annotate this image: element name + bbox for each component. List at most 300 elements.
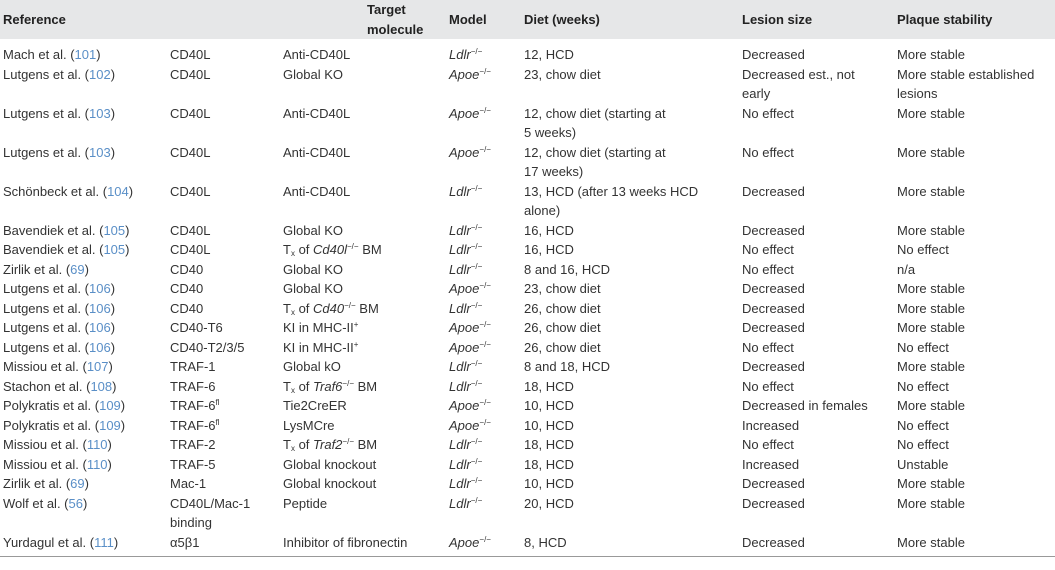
cell-reference [0,338,167,358]
cell-diet [521,104,739,143]
model-superscript: −/− [470,222,483,232]
table-row [0,416,1055,436]
cell-molecule [167,318,280,338]
cell-molecule [167,240,280,260]
cell-plaque-stability [894,279,1055,299]
cell-diet [521,455,739,475]
reference-number: 101 [74,47,97,62]
cell-molecule [167,533,280,557]
header-reference: Reference [3,11,66,27]
cell-lesion-size-line1: Increased [742,456,800,472]
tx-suffix: BM [354,437,378,452]
cell-molecule [167,65,280,104]
reference-author: Zirlik et al. ( [3,261,71,277]
cell-diet [521,65,739,104]
model-superscript: −/− [479,281,491,290]
approach-text: Anti-CD40L [283,183,351,199]
cell-lesion-size-line1: Decreased est., not [742,66,855,82]
cell-lesion-size-line1: Decreased [742,495,805,511]
cell-diet-line2: 5 weeks) [524,125,577,140]
tx-superscript: −/− [342,437,354,446]
cell-molecule [167,474,280,494]
reference-close: ) [120,417,126,433]
cell-diet-line1: 12, chow diet (starting at [524,144,666,160]
reference-close: ) [84,476,89,491]
table-row [0,396,1055,416]
cell-lesion-size-line1: Increased [742,417,800,433]
cell-plaque-stability-line1: Unstable [897,456,949,472]
approach-text: Global knockout [283,476,377,491]
model-superscript: −/− [470,378,483,388]
tx-gene: Cd40 [313,300,345,316]
reference-number: 103 [89,144,111,160]
reference-author: Yurdagul et al. ( [3,534,95,550]
reference-number: 107 [86,359,109,374]
cell-diet-line1: 10, HCD [524,398,574,413]
reference-close: ) [128,183,134,199]
cell-lesion-size-line1: Decreased [742,476,805,491]
reference-author: Schönbeck et al. ( [3,183,108,199]
cell-diet-line1: 20, HCD [524,495,574,511]
cell-diet [521,39,739,65]
cell-diet [521,260,739,280]
cell-plaque-stability [894,65,1055,104]
reference-close: ) [107,437,112,452]
reference-author: Lutgens et al. ( [3,105,89,121]
cell-diet-line1: 10, HCD [524,417,574,433]
molecule-name: TRAF-2 [170,437,216,452]
cell-approach [280,318,446,338]
cell-plaque-stability [894,416,1055,436]
reference-close: ) [110,339,116,355]
cell-diet-line1: 18, HCD [524,378,574,394]
molecule-name: CD40L [170,47,211,62]
cell-lesion-size [739,338,894,358]
cell-plaque-stability [894,299,1055,319]
cell-molecule [167,39,280,65]
model-gene: Ldlr [449,300,471,316]
table-row [0,474,1055,494]
cell-diet-line1: 23, chow diet [524,66,601,82]
reference-number: 56 [68,495,83,511]
molecule-name: TRAF-6 [170,378,216,394]
cell-lesion-size-line1: Decreased [742,222,805,238]
tx-prefix: T [283,300,291,316]
cell-model [446,396,521,416]
molecule-name: CD40L [170,222,211,238]
cell-diet-line1: 16, HCD [524,222,574,238]
reference-close: ) [110,300,116,316]
header-target-molecule: Target molecule [367,2,424,37]
tx-of: of [294,437,314,452]
cell-plaque-stability-line1: More stable [897,320,965,335]
cell-lesion-size [739,104,894,143]
cell-lesion-size [739,240,894,260]
model-gene: Apoe [449,66,480,82]
model-gene: Ldlr [449,456,471,472]
approach-text: Global kO [283,359,341,374]
reference-number: 106 [89,320,111,335]
cell-diet [521,396,739,416]
table-row [0,377,1055,397]
molecule-superscript: fl [215,398,220,407]
reference-author: Lutgens et al. ( [3,300,89,316]
model-superscript: −/− [470,261,483,271]
approach-text: Global KO [283,222,343,238]
cell-lesion-size [739,39,894,65]
cell-molecule [167,494,280,533]
approach-text: Inhibitor of fibronectin [283,534,408,550]
cell-lesion-size-line1: No effect [742,339,794,355]
cell-reference [0,377,167,397]
model-gene: Ldlr [449,378,471,394]
reference-author: Polykratis et al. ( [3,417,100,433]
cell-plaque-stability [894,338,1055,358]
reference-author: Lutgens et al. ( [3,144,89,160]
cell-plaque-stability [894,435,1055,455]
tx-prefix: T [283,378,291,394]
cell-diet [521,279,739,299]
table-row [0,318,1055,338]
cell-diet [521,533,739,557]
cell-plaque-stability [894,240,1055,260]
cell-lesion-size-line1: Decreased [742,281,805,296]
reference-close: ) [110,105,116,121]
model-superscript: −/− [479,144,491,154]
reference-close: ) [112,378,117,394]
cell-lesion-size [739,455,894,475]
cell-diet-line1: 12, chow diet (starting at [524,105,666,121]
cell-diet [521,318,739,338]
cell-plaque-stability-line1: More stable [897,183,965,199]
reference-close: ) [84,261,89,277]
cell-lesion-size-line1: Decreased [742,47,805,62]
model-superscript: −/− [479,339,491,349]
reference-number: 106 [89,281,111,296]
cell-diet-line1: 12, HCD [524,47,574,62]
molecule-name: CD40L [170,105,211,121]
approach-text: KI in MHC-II [283,320,354,335]
cell-molecule [167,416,280,436]
cell-reference [0,143,167,182]
cell-model [446,104,521,143]
cell-reference [0,104,167,143]
model-superscript: −/− [470,476,483,485]
model-superscript: −/− [479,66,491,76]
cell-plaque-stability [894,396,1055,416]
cell-approach [280,338,446,358]
reference-number: 105 [103,222,126,238]
cell-lesion-size [739,533,894,557]
table-row [0,357,1055,377]
cell-approach [280,494,446,533]
cell-model [446,338,521,358]
tx-subscript: x [290,444,295,453]
reference-number: 110 [86,456,108,472]
model-gene: Apoe [449,398,480,413]
model-gene: Ldlr [449,437,471,452]
cell-reference [0,357,167,377]
molecule-name: TRAF-5 [170,456,216,472]
reference-author: Lutgens et al. ( [3,339,89,355]
cell-approach [280,279,446,299]
approach-text: Global KO [283,281,343,296]
table-row [0,221,1055,241]
molecule-name: CD40 [170,281,204,296]
reference-close: ) [110,320,116,335]
cell-approach [280,357,446,377]
header-plaque-stability: Plaque stability [897,11,993,27]
model-gene: Apoe [449,339,480,355]
cell-lesion-size [739,416,894,436]
reference-number: 104 [107,183,129,199]
cell-plaque-stability-line1: More stable [897,534,965,550]
model-gene: Ldlr [449,495,471,511]
molecule-name-line2: binding [170,515,212,530]
reference-close: ) [107,456,112,472]
tx-prefix: T [283,437,291,452]
cell-lesion-size [739,65,894,104]
molecule-name: CD40L [170,66,211,82]
tx-prefix: T [283,242,291,257]
molecule-name: CD40L [170,144,211,160]
cell-lesion-size-line1: No effect [742,105,794,121]
cell-molecule [167,221,280,241]
cell-reference [0,182,167,221]
cell-diet [521,240,739,260]
cell-model [446,182,521,221]
cell-model [446,143,521,182]
reference-author: Stachon et al. ( [3,378,91,394]
cell-plaque-stability-line1: More stable [897,47,965,62]
reference-author: Missiou et al. ( [3,437,87,452]
cell-plaque-stability [894,533,1055,557]
model-superscript: −/− [470,242,483,251]
cell-plaque-stability-line1: No effect [897,242,949,257]
cell-diet-line1: 23, chow diet [524,281,601,296]
tx-gene: Traf6 [313,378,343,394]
table-row [0,455,1055,475]
cell-plaque-stability [894,182,1055,221]
cell-lesion-size [739,494,894,533]
cell-molecule [167,455,280,475]
cell-lesion-size-line1: Decreased [742,300,805,316]
table-row [0,104,1055,143]
cell-diet-line1: 8 and 18, HCD [524,359,611,374]
cell-lesion-size-line1: Decreased [742,534,805,550]
cell-model [446,240,521,260]
tx-suffix: BM [355,300,379,316]
cell-model [446,533,521,557]
cell-approach [280,474,446,494]
cell-model [446,377,521,397]
model-superscript: −/− [479,105,491,115]
cell-lesion-size [739,474,894,494]
reference-close: ) [125,242,130,257]
cell-diet-line1: 13, HCD (after 13 weeks HCD [524,183,699,199]
cell-molecule [167,182,280,221]
reference-author: Bavendiek et al. ( [3,222,104,238]
cell-diet-line1: 26, chow diet [524,339,601,355]
cell-approach [280,416,446,436]
reference-close: ) [120,398,126,413]
reference-close: ) [125,222,130,238]
cell-diet-line1: 18, HCD [524,456,574,472]
model-gene: Apoe [449,534,480,550]
reference-author: Wolf et al. ( [3,495,69,511]
table-row [0,533,1055,557]
cell-reference [0,416,167,436]
cell-plaque-stability-line1: More stable established [897,66,1035,82]
cell-lesion-size [739,396,894,416]
cell-molecule [167,104,280,143]
cell-model [446,299,521,319]
model-gene: Apoe [449,105,480,121]
cell-plaque-stability [894,357,1055,377]
approach-text: Global knockout [283,456,377,472]
cell-plaque-stability-line1: More stable [897,281,965,296]
model-gene: Ldlr [449,222,471,238]
cell-molecule [167,377,280,397]
molecule-name: TRAF-6 [170,417,216,433]
reference-author: Missiou et al. ( [3,359,87,374]
table-row [0,260,1055,280]
reference-number: 106 [89,300,111,316]
molecule-name: CD40L [170,242,211,257]
molecule-name: TRAF-1 [170,359,216,374]
cell-reference [0,65,167,104]
approach-text: Peptide [283,495,328,511]
tx-of: of [294,378,314,394]
cell-diet [521,299,739,319]
cell-diet [521,143,739,182]
model-gene: Apoe [449,281,480,296]
reference-number: 103 [89,105,111,121]
cell-diet [521,435,739,455]
reference-number: 109 [99,417,121,433]
model-gene: Apoe [449,417,480,433]
approach-superscript: + [353,320,359,329]
reference-close: ) [110,144,116,160]
model-gene: Apoe [449,320,480,335]
cell-model [446,494,521,533]
cell-reference [0,474,167,494]
cell-model [446,318,521,338]
cell-plaque-stability-line1: More stable [897,476,965,491]
cell-diet [521,416,739,436]
table-row [0,299,1055,319]
cell-model [446,65,521,104]
cell-molecule [167,435,280,455]
cell-reference [0,455,167,475]
cell-plaque-stability [894,377,1055,397]
cell-plaque-stability-line1: More stable [897,495,965,511]
reference-number: 109 [99,398,121,413]
cell-reference [0,435,167,455]
approach-text: Global KO [283,261,343,277]
cell-approach [280,455,446,475]
cell-lesion-size [739,377,894,397]
header-model: Model [449,11,487,27]
approach-text: Anti-CD40L [283,47,351,62]
table-row [0,494,1055,533]
tx-subscript: x [290,249,295,258]
cell-lesion-size-line1: No effect [742,261,794,277]
cell-diet-line1: 16, HCD [524,242,574,257]
cell-approach [280,260,446,280]
reference-author: Zirlik et al. ( [3,476,71,491]
cell-diet-line1: 18, HCD [524,437,574,452]
cell-approach [280,39,446,65]
cell-model [446,435,521,455]
table-row [0,240,1055,260]
reference-number: 111 [94,534,114,550]
tx-subscript: x [290,385,295,395]
tx-superscript: −/− [344,300,356,310]
cell-approach [280,396,446,416]
cell-reference [0,240,167,260]
molecule-name: CD40 [170,300,204,316]
cell-diet-line1: 10, HCD [524,476,574,491]
cell-molecule [167,357,280,377]
reference-author: Bavendiek et al. ( [3,242,104,257]
cell-molecule [167,279,280,299]
reference-number: 69 [70,476,85,491]
cell-reference [0,318,167,338]
cell-plaque-stability [894,494,1055,533]
cell-lesion-size-line1: No effect [742,242,794,257]
cell-lesion-size [739,279,894,299]
tx-of: of [294,300,314,316]
table-row [0,338,1055,358]
tx-superscript: −/− [342,378,354,388]
cell-plaque-stability-line1: No effect [897,437,949,452]
molecule-name: α5β1 [170,534,200,550]
cell-model [446,221,521,241]
model-gene: Ldlr [449,476,471,491]
cell-lesion-size-line1: Decreased in females [742,398,868,413]
cell-model [446,474,521,494]
reference-close: ) [110,66,116,82]
cell-lesion-size [739,435,894,455]
approach-text: Tie2CreER [283,398,347,413]
cell-lesion-size-line2: early [742,86,771,101]
model-superscript: −/− [479,417,491,427]
cell-reference [0,221,167,241]
cell-diet [521,338,739,358]
cell-plaque-stability [894,104,1055,143]
cell-plaque-stability-line1: More stable [897,359,965,374]
table-row [0,182,1055,221]
model-superscript: −/− [470,183,483,193]
reference-author: Lutgens et al. ( [3,320,89,335]
approach-text: Anti-CD40L [283,105,351,121]
molecule-superscript: fl [215,417,220,427]
reference-close: ) [110,281,116,296]
cell-plaque-stability-line1: n/a [897,261,916,277]
cell-lesion-size [739,318,894,338]
cell-lesion-size [739,143,894,182]
reference-number: 102 [89,66,111,82]
model-gene: Ldlr [449,47,471,62]
cell-approach [280,221,446,241]
cell-lesion-size-line1: No effect [742,437,794,452]
cell-molecule [167,396,280,416]
cell-lesion-size [739,357,894,377]
approach-superscript: + [353,339,359,349]
approach-text: Anti-CD40L [283,144,351,160]
cell-model [446,416,521,436]
